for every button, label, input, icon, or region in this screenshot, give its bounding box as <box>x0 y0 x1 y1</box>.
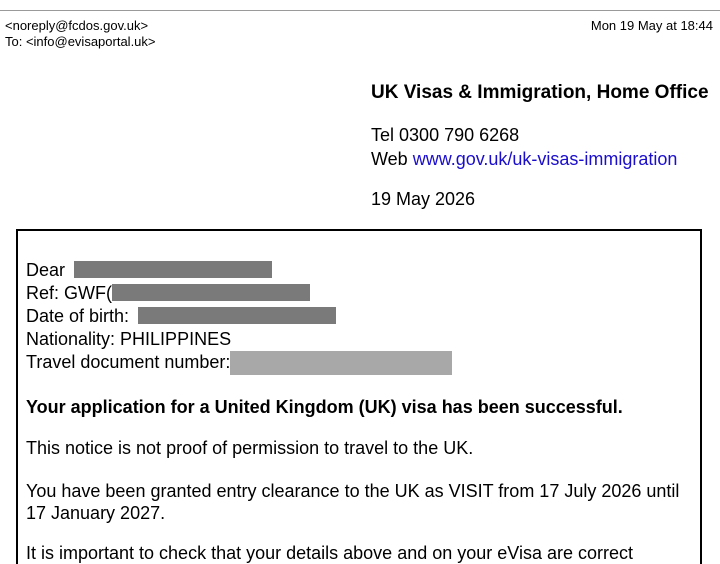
telephone-line <box>371 123 716 147</box>
proof-notice: This notice is not proof of permission to travel to the UK. <box>26 438 474 458</box>
travel-doc-label: Travel document number: <box>26 352 231 372</box>
dob-line <box>26 305 452 328</box>
tel-number: 0300 790 6268 <box>399 125 520 145</box>
dear-label: Dear <box>26 260 66 280</box>
redacted-dob <box>138 307 336 324</box>
web-label: Web <box>371 149 408 169</box>
nationality-text: Nationality: PHILIPPINES <box>26 329 232 349</box>
ref-line <box>26 282 452 305</box>
dear-line <box>26 259 452 282</box>
applicant-details <box>26 259 452 374</box>
letter-date: 19 May 2026 <box>371 189 476 209</box>
letterhead <box>371 82 716 210</box>
dob-label: Date of birth: <box>26 306 130 326</box>
notice-box <box>16 229 702 564</box>
check-details-text: It is important to check that your details above and on your eVisa are correct <box>26 543 633 563</box>
web-line <box>371 147 716 171</box>
success-headline: Your application for a United Kingdom (UK) visa has been successful. <box>26 397 623 417</box>
contact-block <box>371 123 716 171</box>
tel-label: Tel <box>371 125 395 145</box>
travel-doc-line <box>26 351 452 374</box>
redacted-name <box>74 261 272 278</box>
organisation-name: UK Visas & Immigration, Home Office <box>371 82 709 103</box>
website-link[interactable]: www.gov.uk/uk-visas-immigration <box>412 149 678 169</box>
ref-label: Ref: GWF( <box>26 283 112 303</box>
redacted-travel-document <box>230 351 452 375</box>
entry-clearance-text: You have been granted entry clearance to the UK as VISIT from 17 July 2026 until 17 January 2027. <box>26 481 680 523</box>
received-date: Mon 19 May at 18:44 <box>590 18 713 33</box>
toolbar-edge <box>0 0 720 11</box>
nationality-line <box>26 328 452 351</box>
recipient-address[interactable]: To: <info@evisaportal.uk> <box>5 34 156 49</box>
redacted-reference <box>112 284 310 301</box>
sender-address[interactable]: <noreply@fcdos.gov.uk> <box>5 18 149 33</box>
